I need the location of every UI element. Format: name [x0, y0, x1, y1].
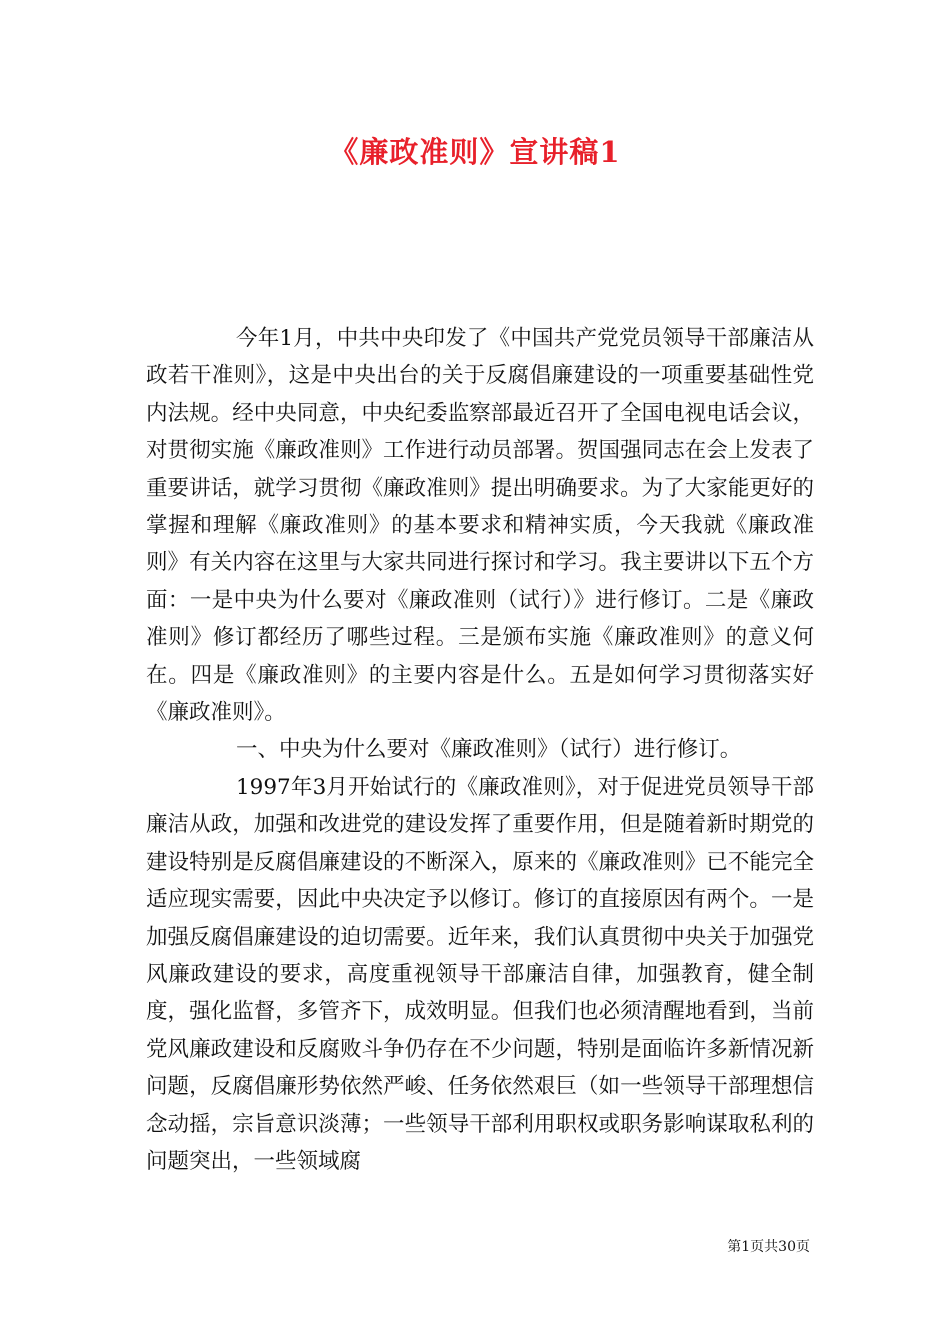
document-body	[146, 320, 814, 1180]
document-title: 《廉政准则》宣讲稿1	[329, 135, 621, 169]
page-number: 第1页共30页	[727, 1239, 810, 1255]
intro-paragraph: 今年1月，中共中央印发了《中国共产党党员领导干部廉洁从政若干准则》，这是中央出台的关于反腐倡廉建设的一项重要基础性党内法规。经中央同意，中央纪委监察部最近召开了全国电视电话会议，对贯彻实施《廉政准则》工作进行动员部署。贺国强同志在会上发表了重要讲话，就学习贯彻《廉政准则》提出明确要求。为了大家能更好的掌握和理解《廉政准则》的基本要求和精神实质，今天我就《廉政准则》有关内容在这里与大家共同进行探讨和学习。我主要讲以下五个方面：一是中央为什么要对《廉政准则（试行）》进行修订。二是《廉政准则》修订都经历了哪些过程。三是颁布实施《廉政准则》的意义何在。四是《廉政准则》的主要内容是什么。五是如何学习贯彻落实好《廉政准则》。	[146, 326, 814, 726]
section-1-paragraph: 1997年3月开始试行的《廉政准则》，对于促进党员领导干部廉洁从政，加强和改进党的建设发挥了重要作用，但是随着新时期党的建设特别是反腐倡廉建设的不断深入，原来的《廉政准则》已不能完全适应现实需要，因此中央决定予以修订。修订的直接原因有两个。一是加强反腐倡廉建设的迫切需要。近年来，我们认真贯彻中央关于加强党风廉政建设的要求，高度重视领导干部廉洁自律，加强教育，健全制度，强化监督，多管齐下，成效明显。但我们也必须清醒地看到，当前党风廉政建设和反腐败斗争仍存在不少问题，特别是面临许多新情况新问题，反腐倡廉形势依然严峻、任务依然艰巨（如一些领导干部理想信念动摇，宗旨意识淡薄；一些领导干部利用职权或职务影响谋取私利的问题突出，一些领域腐	[146, 774, 814, 1174]
section-heading-1: 一、中央为什么要对《廉政准则》（试行）进行修订。	[236, 737, 742, 763]
